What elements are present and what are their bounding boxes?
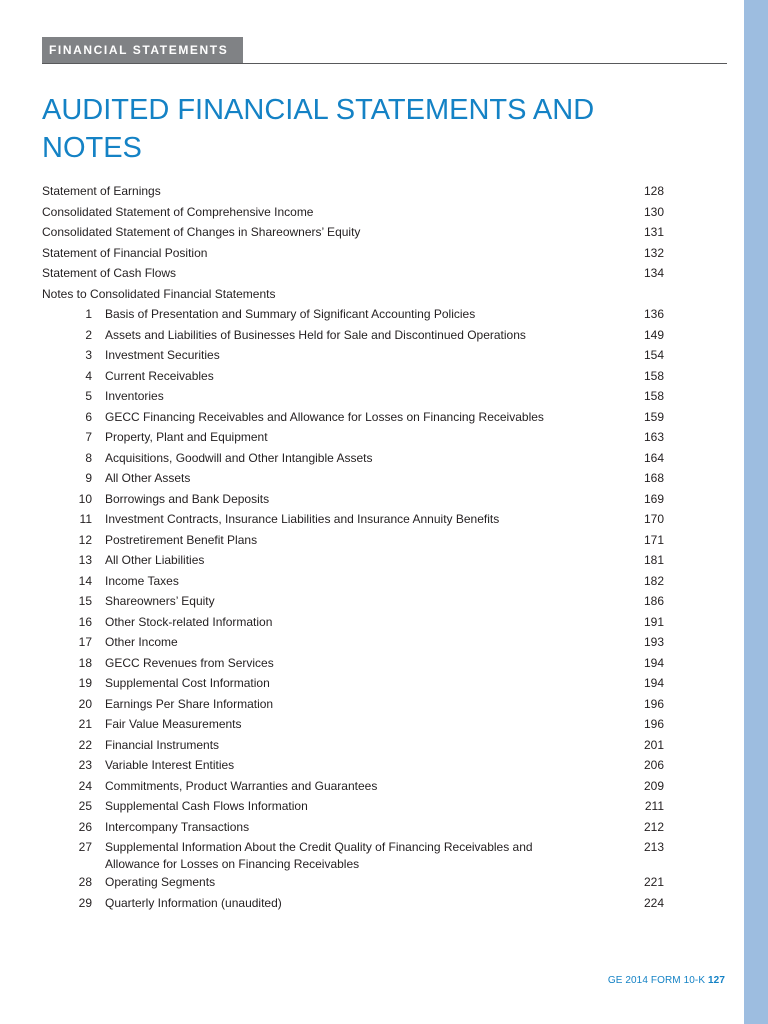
note-page: 163 — [643, 430, 664, 444]
toc-entry-page: 134 — [643, 266, 664, 280]
toc-entry[interactable] — [42, 202, 664, 223]
note-number: 14 — [78, 573, 92, 588]
toc-entry[interactable] — [42, 181, 664, 202]
note-entry[interactable] — [42, 714, 664, 735]
toc-entry[interactable] — [42, 222, 664, 243]
note-number: 7 — [85, 430, 92, 444]
note-page: 196 — [643, 717, 664, 731]
note-label: Property, Plant and Equipment — [105, 430, 268, 444]
note-page: 154 — [643, 348, 664, 362]
note-number: 1 — [85, 307, 92, 321]
note-page: 211 — [644, 799, 664, 813]
note-page: 194 — [643, 655, 664, 670]
note-number: 19 — [78, 676, 92, 690]
note-label: Supplemental Cash Flows Information — [105, 799, 308, 813]
note-number: 3 — [85, 348, 92, 362]
note-entry[interactable] — [42, 837, 664, 872]
note-entry[interactable] — [42, 632, 664, 653]
note-label: All Other Assets — [105, 471, 191, 485]
note-number: 12 — [78, 532, 92, 547]
note-page: 158 — [643, 389, 664, 403]
note-label: GECC Financing Receivables and Allowance for Losses on Financing Receivables — [105, 409, 544, 424]
note-entry[interactable] — [42, 653, 664, 674]
note-entry[interactable] — [42, 345, 664, 366]
note-page: 158 — [643, 368, 664, 383]
note-entry[interactable] — [42, 735, 664, 756]
note-page: 164 — [643, 450, 664, 465]
note-number: 27 — [78, 839, 92, 854]
note-number: 2 — [85, 327, 92, 342]
note-page: 159 — [643, 409, 664, 424]
note-page: 206 — [643, 758, 664, 772]
note-label: Intercompany Transactions — [105, 819, 250, 834]
note-entry[interactable] — [42, 893, 664, 914]
note-label: Basis of Presentation and Summary of Significant Accounting Policies — [105, 307, 476, 321]
note-label: Other Income — [105, 635, 178, 649]
note-entry[interactable] — [42, 755, 664, 776]
note-page: 186 — [643, 594, 664, 608]
note-page: 194 — [643, 676, 664, 690]
note-page: 212 — [643, 819, 664, 834]
note-entry[interactable] — [42, 796, 664, 817]
note-page: 196 — [643, 696, 664, 711]
note-label: Postretirement Benefit Plans — [105, 532, 258, 547]
note-entry[interactable] — [42, 612, 664, 633]
note-label: Supplemental Cost Information — [105, 676, 270, 690]
note-page: 191 — [643, 614, 664, 629]
note-page: 201 — [643, 737, 664, 752]
note-label: Fair Value Measurements — [105, 717, 242, 731]
note-page: 193 — [643, 635, 664, 649]
note-number: 15 — [78, 594, 92, 608]
note-label: Income Taxes — [105, 573, 179, 588]
note-number: 9 — [85, 471, 92, 485]
note-number: 28 — [78, 875, 92, 889]
note-label: All Other Liabilities — [105, 553, 205, 567]
note-number: 10 — [78, 491, 92, 506]
note-number: 13 — [78, 553, 92, 567]
table-of-contents — [42, 181, 664, 913]
note-entry[interactable] — [42, 530, 664, 551]
note-number: 8 — [85, 450, 92, 465]
note-number: 5 — [85, 389, 92, 403]
note-number: 25 — [78, 799, 92, 813]
note-page: 213 — [643, 839, 664, 854]
note-label: Commitments, Product Warranties and Guarantees — [105, 778, 378, 793]
note-page: 182 — [643, 573, 664, 588]
note-label: Earnings Per Share Information — [105, 696, 274, 711]
note-page: 168 — [643, 471, 664, 485]
note-label: Current Receivables — [105, 368, 214, 383]
note-entry[interactable] — [42, 386, 664, 407]
note-page: 221 — [643, 875, 664, 889]
note-page: 169 — [643, 491, 664, 506]
note-entry[interactable] — [42, 872, 664, 893]
note-entry[interactable] — [42, 427, 664, 448]
footer-page-number: 127 — [708, 975, 725, 986]
toc-entry-page: 132 — [643, 245, 664, 260]
note-entry[interactable] — [42, 694, 664, 715]
note-page: 181 — [643, 553, 664, 567]
note-label: Acquisitions, Goodwill and Other Intangible Assets — [105, 450, 373, 465]
note-number: 21 — [78, 717, 92, 731]
note-label: Shareowners’ Equity — [105, 594, 215, 608]
notes-heading-label: Notes to Consolidated Financial Statements — [42, 286, 276, 301]
note-number: 24 — [78, 778, 92, 793]
toc-entry-page: 130 — [643, 204, 664, 219]
note-entry[interactable] — [42, 448, 664, 469]
note-page: 224 — [643, 895, 664, 910]
note-number: 17 — [78, 635, 92, 649]
footer-doc-label: GE 2014 FORM 10-K — [607, 975, 706, 986]
toc-entry-page: 128 — [643, 184, 664, 198]
page-title: AUDITED FINANCIAL STATEMENTS AND NOTES — [42, 94, 595, 164]
section-label: FINANCIAL STATEMENTS — [42, 37, 243, 63]
note-label: GECC Revenues from Services — [105, 655, 274, 670]
note-entry[interactable] — [42, 366, 664, 387]
note-label: Borrowings and Bank Deposits — [105, 491, 270, 506]
toc-entry-page: 131 — [643, 225, 664, 239]
toc-entry-label: Statement of Cash Flows — [42, 266, 177, 280]
note-number: 22 — [78, 737, 92, 752]
note-entry[interactable] — [42, 489, 664, 510]
note-page: 136 — [643, 307, 664, 321]
note-entry[interactable] — [42, 468, 664, 489]
toc-entry[interactable] — [42, 243, 664, 264]
toc-entry-label: Statement of Earnings — [42, 184, 161, 198]
note-number: 23 — [78, 758, 92, 772]
note-label: Variable Interest Entities — [105, 758, 235, 772]
note-entry[interactable] — [42, 550, 664, 571]
note-label: Operating Segments — [105, 875, 216, 889]
note-entry[interactable] — [42, 776, 664, 797]
note-entry[interactable] — [42, 817, 664, 838]
note-number: 4 — [85, 368, 92, 383]
note-number: 29 — [78, 895, 92, 910]
page-edge-bar — [744, 0, 768, 1024]
note-label: Quarterly Information (unaudited) — [105, 895, 282, 910]
note-entry[interactable] — [42, 571, 664, 592]
note-number: 11 — [79, 512, 92, 526]
note-page: 209 — [643, 778, 664, 793]
header-divider — [42, 63, 727, 64]
note-label: Supplemental Information About the Credit Quality of Financing Receivables and Allowance for Losses on Financing Receivables — [105, 839, 533, 871]
notes-heading — [42, 284, 664, 305]
note-entry[interactable] — [42, 591, 664, 612]
toc-entry-label: Statement of Financial Position — [42, 245, 208, 260]
page-footer — [608, 975, 725, 986]
note-entry[interactable] — [42, 509, 664, 530]
note-label: Inventories — [105, 389, 164, 403]
note-page: 171 — [643, 532, 664, 547]
note-label: Assets and Liabilities of Businesses Held for Sale and Discontinued Operations — [105, 327, 526, 342]
toc-entry[interactable] — [42, 263, 664, 284]
note-entry[interactable] — [42, 325, 664, 346]
note-number: 6 — [85, 409, 92, 424]
note-page: 170 — [643, 512, 664, 526]
note-entry[interactable] — [42, 407, 664, 428]
note-label: Financial Instruments — [105, 737, 220, 752]
note-label: Other Stock-related Information — [105, 614, 273, 629]
note-number: 18 — [78, 655, 92, 670]
note-number: 26 — [78, 819, 92, 834]
toc-entry-label: Consolidated Statement of Changes in Shareowners’ Equity — [42, 225, 361, 239]
note-label: Investment Contracts, Insurance Liabilities and Insurance Annuity Benefits — [105, 512, 500, 526]
note-entry[interactable] — [42, 304, 664, 325]
note-number: 16 — [78, 614, 92, 629]
note-page: 149 — [643, 327, 664, 342]
note-entry[interactable] — [42, 673, 664, 694]
note-number: 20 — [78, 696, 92, 711]
toc-entry-label: Consolidated Statement of Comprehensive Income — [42, 204, 314, 219]
note-label: Investment Securities — [105, 348, 220, 362]
